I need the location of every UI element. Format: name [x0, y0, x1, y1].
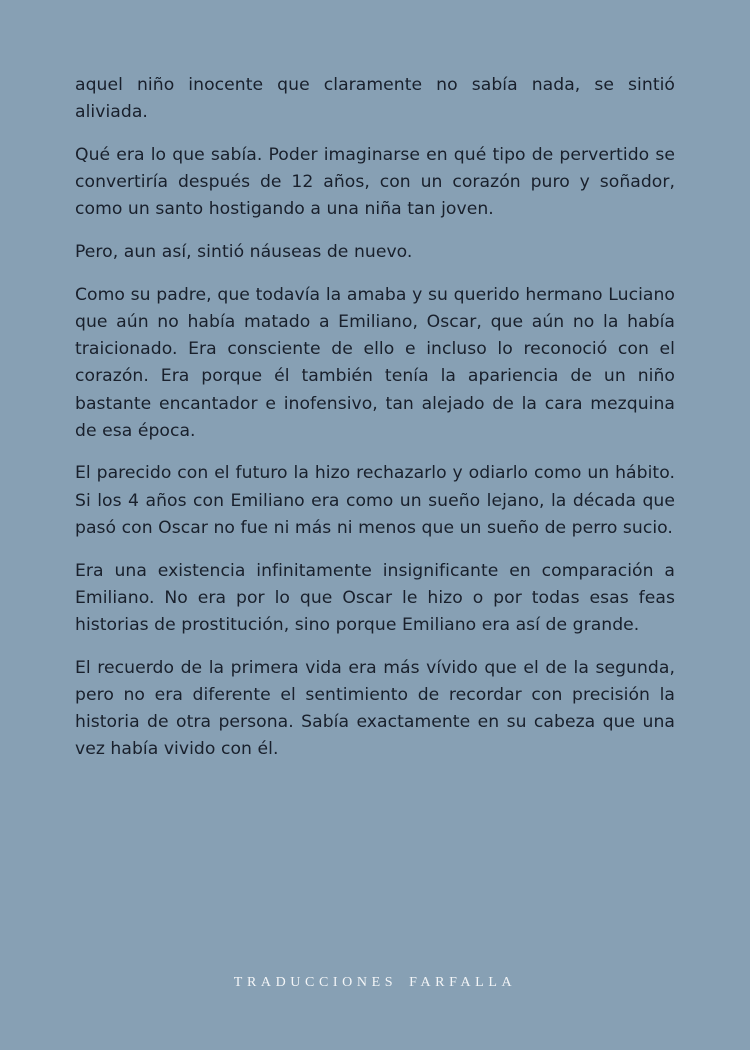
footer-credit — [0, 975, 750, 991]
paragraph: Qué era lo que sabía. Poder imaginarse en qué tipo de pervertido se convertiría después de 12 años, con un corazón puro y soñador, como un santo hostigando a una niña tan joven. — [75, 144, 675, 220]
paragraph: aquel niño inocente que claramente no sabía nada, se sintió aliviada. — [75, 75, 675, 123]
paragraph: Como su padre, que todavía la amaba y su querido hermano Luciano que aún no había matado a Emiliano, Oscar, que aún no la había traicionado. Era consciente de ello e incluso lo reconoció con el corazón. Era porque él también tenía la apariencia de un niño bastante encantador e inofensivo, tan alejado de la cara mezquina de esa época. — [75, 284, 675, 441]
footer-word-traducciones: TRADUCCIONES — [233, 975, 398, 990]
page-body — [75, 72, 675, 779]
paragraph: Pero, aun así, sintió náuseas de nuevo. — [75, 242, 413, 263]
paragraph: El recuerdo de la primera vida era más vívido que el de la segunda, pero no era diferente el sentimiento de recordar con precisión la historia de otra persona. Sabía exactamente en su cabeza que una vez había vivido con él. — [75, 657, 675, 760]
paragraph: Era una existencia infinitamente insignificante en comparación a Emiliano. No era por lo que Oscar le hizo o por todas esas feas historias de prostitución, sino porque Emiliano era así de grande. — [75, 560, 675, 635]
paragraph: El parecido con el futuro la hizo rechazarlo y odiarlo como un hábito. Si los 4 años con Emiliano era como un sueño lejano, la década que pasó con Oscar no fue ni más ni menos que un sueño de perro sucio. — [75, 463, 675, 538]
footer-word-farfalla: FARFALLA — [409, 975, 517, 990]
